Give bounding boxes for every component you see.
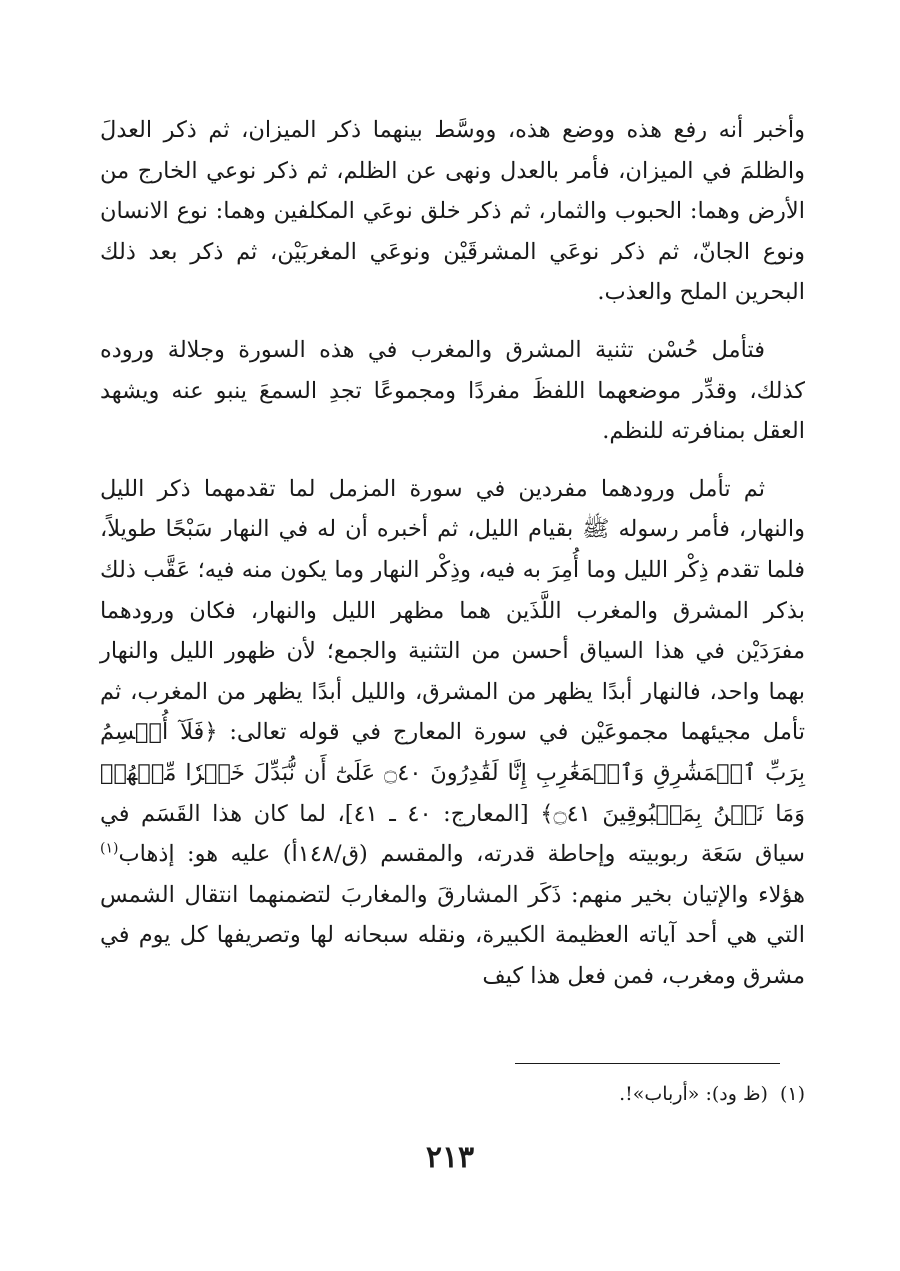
footnote [619,1080,805,1108]
page-body [100,110,805,996]
footnote-number: (١) [779,1083,805,1105]
paragraph-1: وأخبر أنه رفع هذه ووضع هذه، ووسَّط بينهما ذكر الميزان، ثم ذكر العدلَ والظلمَ في الميزان، فأمر بالعدل ونهى عن الظلم، ثم ذكر نوعي الخارج من الأرض وهما: الحبوب والثمار، ثم ذكر خلق نوعَي المكلفين وهما: نوع الانسان ونوع الجانّ، ثم ذكر نوعَي المشرقَيْن ونوعَي المغربَيْن، ثم ذكر بعد ذلك البحرين الملح والعذب. [100,117,805,306]
paragraph-3 [100,469,805,997]
footnote-reference[interactable]: (١) [100,840,119,857]
paragraph-3-text-before-verse: ثم تأمل ورودهما مفردين في سورة المزمل لما تقدمهما ذكر الليل والنهار، فأمر رسوله ﷺ بقيام الليل، ثم أخبره أن له في النهار سَبْحًا طويلاً، فلما تقدم ذِكْر الليل وما أُمِرَ به فيه، وذِكْر النهار وما يكون منه فيه؛ عَقَّب ذلك بذكر المشرق والمغرب اللَّذَين هما مظهر الليل والنهار، فكان ورودهما مفرَدَيْن في هذا السياق أحسن من التثنية والجمع؛ لأن ظهور الليل والنهار بهما واحد، فالنهار أبدًا يظهر من المشرق، والليل أبدًا يظهر من المغرب، ثم تأمل مجيئهما مجموعَيْن في سورة المعارج في قوله تعالى: [100,475,806,746]
page-number: ٢١٣ [425,1140,475,1175]
footnote-text: (ظ ود): «أرباب»!. [619,1083,768,1105]
paragraph-3-text-after-verse: [المعارج: ٤٠ ـ ٤١]، لما كان هذا القَسَم في سياق سَعَة ربوبيته وإحاطة قدرته، والمقسم (ق/١٤٨أ) عليه هو: إذهاب [100,800,805,868]
paragraph-3-text-end: هؤلاء والإتيان بخير منهم: ذَكَر المشارقَ والمغاربَ لتضمنهما انتقال الشمس التي هي أحد آياته العظيمة الكبيرة، ونقله سبحانه لها وتصريفها كل يوم في مشرق ومغرب، فمن فعل هذا كيف [100,881,805,989]
quran-verse: ﴿فَلَآ أُقۡسِمُ بِرَبِّ ٱلۡمَشَٰرِقِ وَٱلۡمَغَٰرِبِ إِنَّا لَقَٰدِرُونَ ۝٤٠ عَلَىٰٓ أَن نُّبَدِّلَ خَيۡرٗا مِّنۡهُمۡ وَمَا نَحۡنُ بِمَسۡبُوقِينَ ۝٤١﴾ [100,719,805,827]
footnote-divider [515,1063,780,1064]
paragraph-2: فتأمل حُسْن تثنية المشرق والمغرب في هذه السورة وجلالة وروده كذلك، وقدِّر موضعهما اللفظَ مفردًا ومجموعًا تجدِ السمعَ ينبو عنه ويشهد العقل بمنافرته للنظم. [100,336,805,445]
